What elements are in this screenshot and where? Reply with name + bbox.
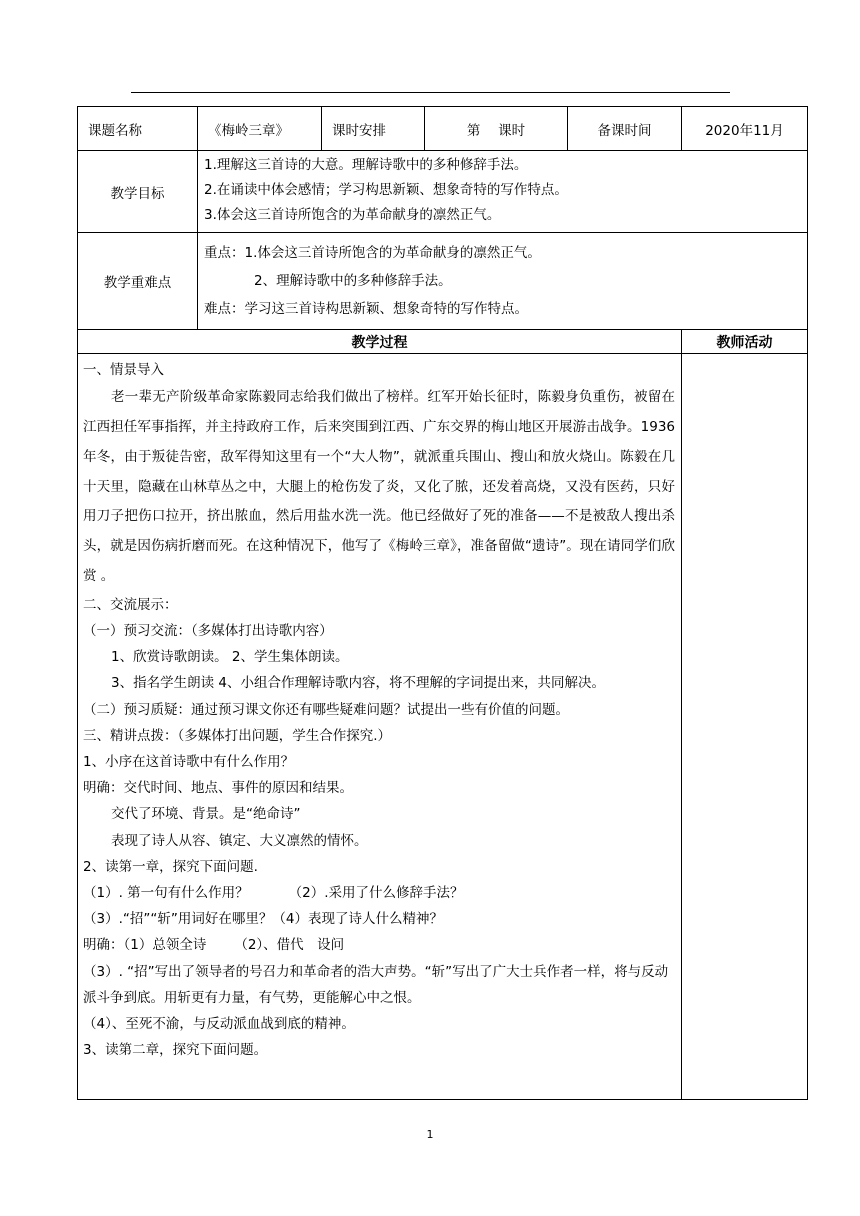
topic-value: 《梅岭三章》 <box>198 107 322 151</box>
lesson-plan-table <box>77 106 808 1100</box>
goals-label: 教学目标 <box>78 151 198 233</box>
process-content <box>78 354 682 1100</box>
question-2-sub-1 <box>83 880 675 906</box>
goals-content <box>198 151 808 233</box>
teacher-activity-cell <box>682 354 808 1100</box>
goal-item: 1.理解这三首诗的大意。理解诗歌中的多种修辞手法。 <box>204 157 528 173</box>
topic-label: 课题名称 <box>78 107 198 151</box>
question-1-answer: 明确：交代时间、地点、事件的原因和结果。 <box>83 780 353 797</box>
focus-point-2: 2、理解诗歌中的多种修辞手法。 <box>254 273 452 289</box>
question-1: 1、小序在这首诗歌中有什么作用？ <box>83 754 295 770</box>
focus-point-1: 重点：1.体会这三首诗所饱含的为革命献身的凛然正气。 <box>204 245 541 261</box>
exchange-heading: 二、交流展示： <box>83 596 178 613</box>
prep-value: 2020年11月 <box>682 107 808 151</box>
question-2-answer <box>83 932 675 958</box>
process-title: 教学过程 <box>78 330 682 354</box>
question-line: （二）预习质疑：通过预习课文你还有哪些疑难问题？试提出一些有价值的问题。 <box>83 701 569 718</box>
intro-paragraph: 老一辈无产阶级革命家陈毅同志给我们做出了榜样。红军开始长征时，陈毅身负重伤，被留在江西担任军事指挥，并主持政府工作，后来突围到江西、广东交界的梅山地区开展游击战争。1936年冬，由于叛徒告密，敌军得知这里有一个“大人物”，就派重兵围山、搜山和放火烧山。陈毅在几十天里，隐藏在山林草丛之中，大腿上的枪伤发了炎，又化了脓，还发着高烧，又没有医药，只好用刀子把伤口拉开，挤出脓血，然后用盐水洗一洗。他已经做好了死的准备——不是被敌人搜出杀头，就是因伤病折磨而死。在这种情况下，他写了《梅岭三章》，准备留做“遗诗”。现在请同学们欣赏 。 <box>83 389 675 584</box>
goal-item: 2.在诵读中体会感情；学习构思新颖、想象奇特的写作特点。 <box>204 182 568 198</box>
lesson-value: 第 课时 <box>425 107 568 151</box>
question-1-line-3: 表现了诗人从容、镇定、大义凛然的情怀。 <box>111 832 368 849</box>
page-number: 1 <box>426 1128 434 1141</box>
difficulty-point: 难点：学习这三首诗构思新颖、想象奇特的写作特点。 <box>204 301 528 317</box>
intro-heading: 一、情景导入 <box>83 362 164 378</box>
section-header-row <box>78 330 808 354</box>
question-2-answer-a: 明确：（1）总领全诗 <box>83 937 207 954</box>
key-points-content <box>198 233 808 330</box>
lecture-heading: 三、精讲点拨：（多媒体打出问题，学生合作探究.） <box>83 727 392 744</box>
schedule-label: 课时安排 <box>322 107 425 151</box>
question-2: 2、读第一章，探究下面问题. <box>83 858 258 875</box>
question-2-answer-b: （2）、借代 设问 <box>234 937 345 954</box>
question-2-answer-3: （3）. “招”写出了领导者的号召力和革命者的浩大声势。“斩”写出了广大士兵作者一样，将与反动派斗争到底。用斩更有力量，有气势，更能解心中之恨。 <box>83 963 669 1006</box>
question-2-answer-4: （4）、至死不渝，与反动派血战到底的精神。 <box>83 1016 355 1033</box>
key-points-label: 教学重难点 <box>78 233 198 330</box>
preview-heading: （一）预习交流：（多媒体打出诗歌内容） <box>83 622 333 639</box>
goal-item: 3.体会这三首诗所饱含的为革命献身的凛然正气。 <box>204 207 501 223</box>
prep-label: 备课时间 <box>568 107 682 151</box>
header-row <box>78 107 808 151</box>
header-rule <box>131 92 730 93</box>
goals-row <box>78 151 808 233</box>
question-2-sub-1a: （1）. 第一句有什么作用？ <box>83 885 249 902</box>
teacher-activity-title: 教师活动 <box>682 330 808 354</box>
question-3: 3、读第二章，探究下面问题。 <box>83 1042 268 1059</box>
question-2-sub-1b: （2）.采用了什么修辞手法？ <box>288 885 464 902</box>
question-2-sub-2: （3）.“招”“斩”用词好在哪里？（4）表现了诗人什么精神？ <box>83 911 443 928</box>
process-row <box>78 354 808 1100</box>
preview-line-2: 3、指名学生朗读 4、小组合作理解诗歌内容，将不理解的字词提出来，共同解决。 <box>111 675 605 692</box>
question-1-line-2: 交代了环境、背景。是“绝命诗” <box>111 806 301 823</box>
key-points-row <box>78 233 808 330</box>
preview-line-1: 1、欣赏诗歌朗读。 2、学生集体朗读。 <box>111 649 349 666</box>
